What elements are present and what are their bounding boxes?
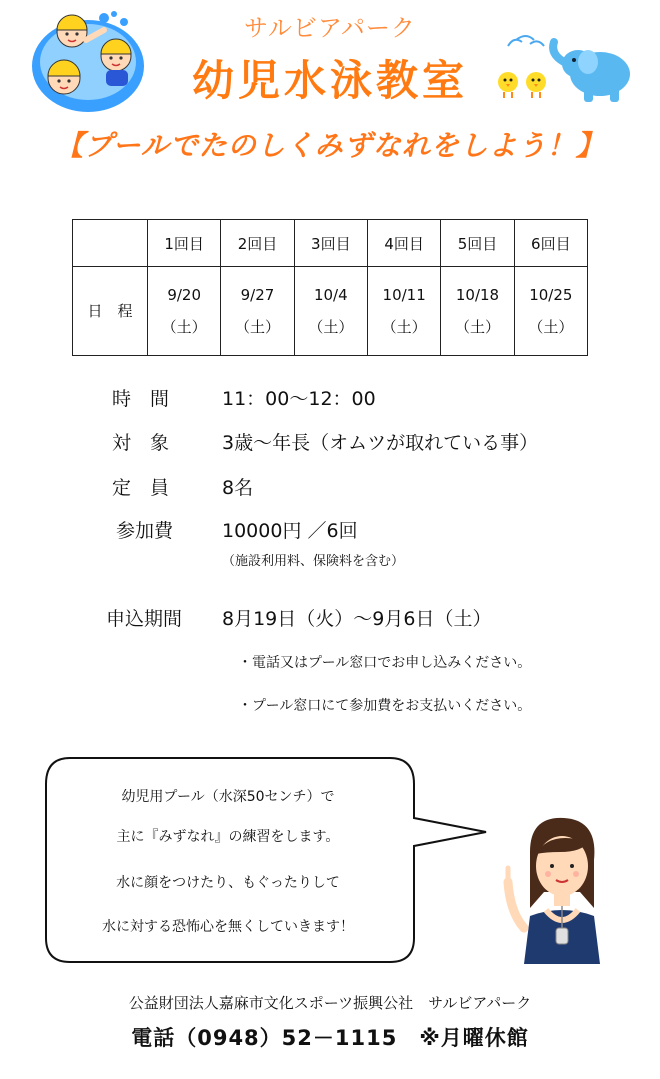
target-row [0, 428, 660, 456]
schedule-row-label: 日 程 [73, 267, 148, 356]
fee-note: （施設利用料、保険料を含む） [222, 554, 405, 569]
session-date: 10/11 [382, 286, 426, 304]
instructor-illustration [490, 812, 610, 964]
fee-label: 参加費 [116, 520, 174, 542]
time-label: 時 間 [112, 388, 170, 410]
fee-row [0, 516, 660, 544]
speech-bubble [0, 748, 500, 978]
capacity-value: 8名 [222, 477, 254, 499]
session-day: （土） [454, 318, 500, 336]
slogan: 【プールでたのしくみずなれをしよう！】 [55, 129, 605, 162]
page-title: 幼児水泳教室 [191, 56, 468, 105]
schedule-table [72, 219, 588, 356]
period-label: 申込期間 [106, 608, 183, 630]
session-label: 3回目 [294, 220, 367, 267]
target-label: 対 象 [112, 432, 170, 454]
session-date: 9/20 [167, 286, 201, 304]
bubble-line: 水に対する恐怖心を無くしていきます！ [102, 919, 354, 935]
schedule-corner-cell [73, 220, 148, 267]
session-label: 5回目 [441, 220, 514, 267]
session-date-cell [367, 267, 440, 356]
session-date-cell [294, 267, 367, 356]
bubble-line: 水に顔をつけたり、もぐったりして [116, 875, 340, 891]
schedule-dates-row [73, 267, 588, 356]
session-label: 2回目 [221, 220, 294, 267]
session-date-cell [148, 267, 221, 356]
payment-note: ・プール窓口にて参加費をお支払いください。 [238, 698, 532, 714]
capacity-label: 定 員 [112, 477, 170, 499]
period-value: 8月19日（火）～9月6日（土） [222, 608, 492, 630]
session-date: 10/18 [455, 286, 500, 304]
time-row [0, 384, 660, 412]
period-row [0, 604, 660, 632]
session-label: 6回目 [514, 220, 587, 267]
session-day: （土） [528, 318, 574, 336]
session-label: 4回目 [367, 220, 440, 267]
target-value: 3歳～年長（オムツが取れている事） [222, 432, 539, 454]
session-day: （土） [161, 318, 207, 336]
contact-phone: 電話（0948）52－1115 ※月曜休館 [131, 1026, 529, 1050]
session-day: （土） [234, 318, 280, 336]
apply-note: ・電話又はプール窓口でお申し込みください。 [238, 655, 532, 671]
session-day: （土） [308, 318, 354, 336]
session-date: 9/27 [240, 286, 275, 304]
schedule-header-row [73, 220, 588, 267]
organization-name: 公益財団法人嘉麻市文化スポーツ振興公社 サルビアパーク [128, 994, 532, 1012]
session-day: （土） [381, 318, 427, 336]
fee-value: 10000円 ／6回 [222, 520, 358, 542]
session-date-cell [221, 267, 294, 356]
bubble-line: 幼児用プール（水深50センチ）で [121, 789, 335, 805]
session-date: 10/25 [529, 286, 573, 304]
session-label: 1回目 [148, 220, 221, 267]
time-value: 11：00～12：00 [222, 388, 376, 410]
session-date: 10/4 [313, 286, 348, 304]
venue-name: サルビアパーク [244, 14, 416, 42]
session-date-cell [514, 267, 587, 356]
capacity-row [0, 473, 660, 501]
session-date-cell [441, 267, 514, 356]
bubble-line: 主に『みずなれ』の練習をします。 [116, 829, 340, 845]
